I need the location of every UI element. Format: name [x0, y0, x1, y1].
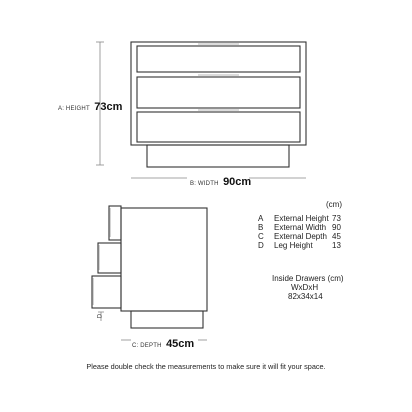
- depth-label: [132, 334, 194, 352]
- front-carcass: [131, 42, 306, 145]
- spec-label: External Depth: [274, 232, 327, 241]
- spec-value: 90: [332, 223, 341, 232]
- inside-drawers-value: 82x34x14: [288, 292, 323, 301]
- open-drawer-2: [98, 243, 121, 273]
- drawer-2: [137, 77, 300, 108]
- open-drawers: [92, 206, 121, 308]
- inside-drawers-format: WxDxH: [291, 283, 319, 292]
- spec-value: 73: [332, 214, 341, 223]
- spec-unit: (cm): [326, 200, 342, 209]
- spec-label: External Width: [274, 223, 327, 232]
- height-label: [58, 97, 122, 115]
- open-drawer-handles: [93, 208, 110, 305]
- footer-note: Please double check the measurements to make sure it will fit your space.: [86, 362, 326, 371]
- side-plinth: [131, 311, 203, 328]
- front-plinth: [147, 145, 289, 167]
- open-drawer-1: [109, 206, 121, 240]
- drawer-3: [137, 112, 300, 142]
- depth-label-prefix: C: DEPTH: [132, 343, 162, 349]
- drawer-1: [137, 46, 300, 72]
- spec-key: B: [258, 223, 264, 232]
- spec-key: C: [258, 232, 264, 241]
- inside-drawers-title: Inside Drawers (cm): [272, 274, 344, 283]
- open-drawer-3: [92, 276, 121, 308]
- spec-key: A: [258, 214, 264, 223]
- height-label-value: 73cm: [94, 101, 123, 113]
- spec-label: Leg Height: [274, 241, 313, 250]
- spec-key: D: [258, 241, 264, 250]
- width-label-value: 90cm: [223, 176, 252, 188]
- spec-label: External Height: [274, 214, 329, 223]
- width-label-prefix: B: WIDTH: [190, 181, 219, 187]
- width-label: [190, 172, 251, 190]
- depth-label-value: 45cm: [166, 338, 195, 350]
- front-view-chest: [131, 42, 306, 167]
- spec-value: 45: [332, 232, 341, 241]
- height-label-prefix: A: HEIGHT: [58, 106, 90, 112]
- leg-height-marker: D: [97, 313, 104, 319]
- spec-value: 13: [332, 241, 341, 250]
- side-view-chest: [121, 208, 207, 328]
- side-carcass: [121, 208, 207, 311]
